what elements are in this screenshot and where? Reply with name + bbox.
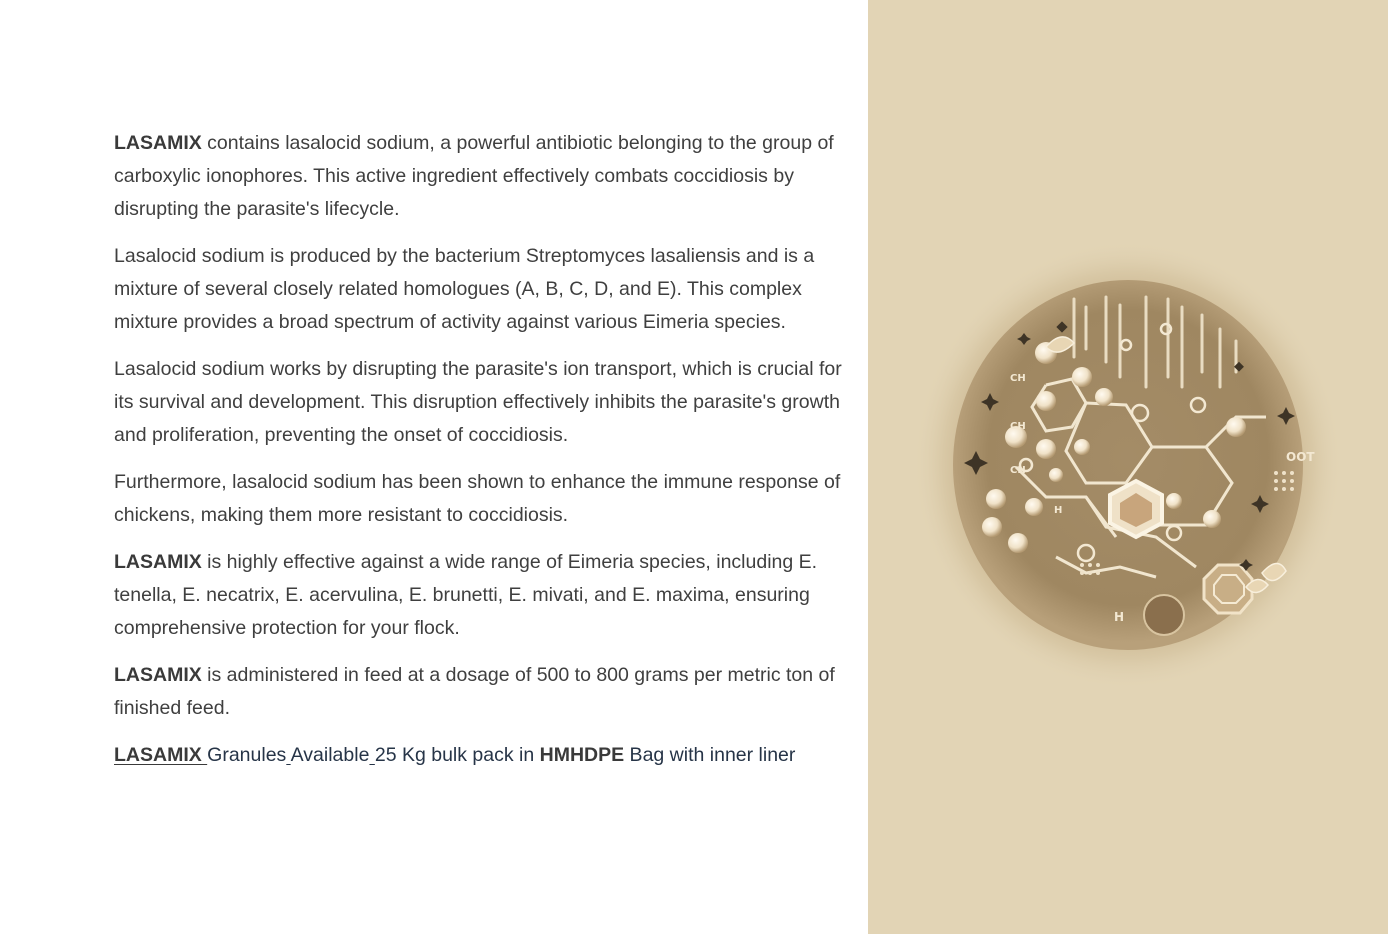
paragraph-mechanism bbox=[114, 353, 844, 452]
paragraph-efficacy bbox=[114, 546, 844, 645]
hexagon-center bbox=[1110, 481, 1162, 537]
paragraph-text: is highly effective against a wide range of Eimeria species, including E. tenella, E. necatrix, E. acervulina, E. brunetti, E. mivati, and E. maxima, ensuring comprehensive protection for your flock. bbox=[114, 551, 818, 639]
brand-name: LASAMIX bbox=[114, 664, 202, 686]
brand-name: LASAMIX bbox=[114, 132, 202, 154]
label-h-2: H bbox=[1114, 610, 1125, 624]
pack-text: 25 Kg bulk pack in bbox=[374, 744, 540, 766]
textured-sphere bbox=[1144, 595, 1184, 635]
paragraph-text: Furthermore, lasalocid sodium has been shown to enhance the immune response of chickens, making them more resistant to coccidiosis. bbox=[114, 471, 841, 526]
granules-text: Granules bbox=[207, 744, 287, 766]
product-description bbox=[114, 127, 844, 786]
paragraph-dosage bbox=[114, 659, 844, 725]
paragraph-text: contains lasalocid sodium, a powerful antibiotic belonging to the group of carboxylic ionophores. This active ingredient effectively combats coccidiosis by disrupting the parasite's lifecycle. bbox=[114, 132, 834, 220]
paragraph-origin bbox=[114, 240, 844, 339]
paragraph-immunity bbox=[114, 466, 844, 532]
label-ch-2: CH bbox=[1010, 421, 1026, 432]
label-ch-1: CH bbox=[1010, 373, 1026, 384]
paragraph-text: Lasalocid sodium is produced by the bacterium Streptomyces lasaliensis and is a mixture of several closely related homologues (A, B, C, D, and E). This complex mixture provides a broad spectrum of activity against various Eimeria species. bbox=[114, 245, 815, 333]
brand-name-underlined: LASAMIX bbox=[114, 744, 208, 766]
label-ch-3: CH bbox=[1010, 465, 1026, 476]
available-text: Available bbox=[290, 744, 370, 766]
molecule-illustration-icon bbox=[906, 237, 1346, 697]
brand-name: LASAMIX bbox=[114, 551, 202, 573]
label-oot: OOT bbox=[1286, 450, 1315, 464]
decorative-side-panel bbox=[868, 0, 1388, 934]
label-h: H bbox=[1054, 505, 1063, 516]
bag-text: Bag with inner liner bbox=[624, 744, 796, 766]
paragraph-intro bbox=[114, 127, 844, 226]
paragraph-text: is administered in feed at a dosage of 500 to 800 grams per metric ton of finished feed. bbox=[114, 664, 835, 719]
bag-type: HMHDPE bbox=[539, 744, 625, 766]
paragraph-text: Lasalocid sodium works by disrupting the parasite's ion transport, which is crucial for its survival and development. This disruption effectively inhibits the parasite's growth and proliferation, preventing the onset of coccidiosis. bbox=[114, 358, 842, 446]
paragraph-packaging bbox=[114, 739, 844, 772]
octagon-shape bbox=[1204, 565, 1252, 613]
